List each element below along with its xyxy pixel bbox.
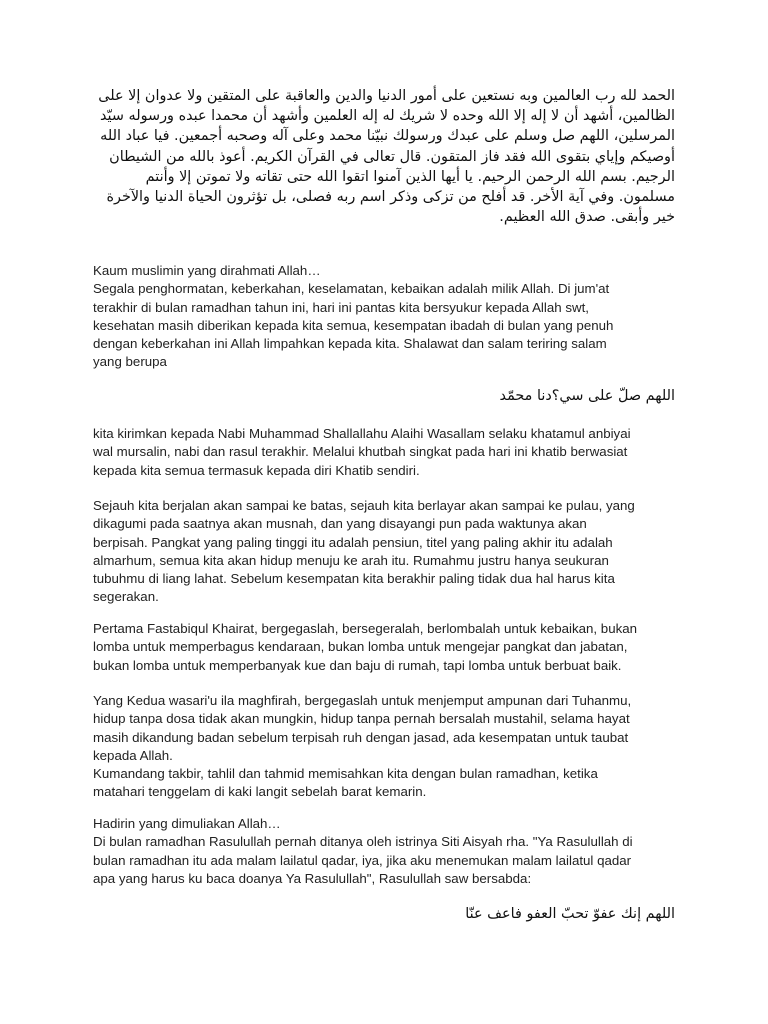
paragraph-fastabiqul-khairat: Pertama Fastabiqul Khairat, bergegaslah, bersegeralah, berlombalah untuk kebaikan, bukan lomba untuk memperbagus kendaraan, bukan lomba untuk mengejar pangkat dan jabatan, bukan lomba untuk memperbanyak kue dan baju di rumah, tapi lomba untuk berbuat baik. (93, 621, 638, 673)
paragraph-greeting: Kaum muslimin yang dirahmati Allah… Segala penghormatan, keberkahan, keselamatan, kebaikan adalah milik Allah. Di jum'at terakhir di bulan ramadhan tahun ini, hari ini pantas kita bersyukur kepada Allah swt, kesehatan masih diberikan kepada kita semua, kesempatan ibadah di bulan yang penuh dengan keberkahan ini Allah limpahkan kepada kita. Shalawat dan salam teriring salam yang berupa (93, 263, 614, 370)
arabic-shalawat: اللهم صلّ على سي؟دنا محمّد (499, 388, 675, 404)
arabic-doa: اللهم إنك عفوّ تحبّ العفو فاعف عنّا (465, 906, 675, 922)
paragraph-shalawat-continuation: kita kirimkan kepada Nabi Muhammad Shallallahu Alaihi Wasallam selaku khatamul anbiyai wal mursalin, nabi dan rasul terakhir. Melalui khutbah singkat pada hari ini khatib berwasiat kepada kita semua termasuk kepada diri Khatib sendiri. (93, 426, 631, 478)
arabic-opening-prayer: الحمد لله رب العالمين وبه نستعين على أمور الدنيا والدين والعاقبة على المتقين ولا عدوان إلا على الظالمين، أشهد أن لا إله إلا الله وحده لا شريك له إله العلمين وأشهد أن محمدا عبده ورسوله سيّد المرسلين، اللهم صل وسلم على عبدك ورسولك نبيّنا محمد وعلى آله وصحبه أجمعين. فيا عباد الله أوصيكم وإياي بتقوى الله فقد فاز المتقون. قال تعالى في القرآن الكريم. أعوذ بالله من الشيطان الرجيم. بسم الله الرحمن الرحيم. يا أيها الذين آمنوا اتقوا الله حتى تقاته ولا تموتن إلا وأنتم مسلمون. وفي آية الأخر. قد أفلح من تزكى وذكر اسم ربه فصلى، بل تؤثرون الحياة الدنيا والآخرة خير وأبقى. صدق الله العظيم. (98, 88, 675, 226)
paragraph-reminder: Sejauh kita berjalan akan sampai ke batas, sejauh kita berlayar akan sampai ke pulau, yang dikagumi pada saatnya akan musnah, dan yang disayangi pun pada waktunya akan berpisah. Pangkat yang paling tinggi itu adalah pensiun, titel yang paling akhir itu adalah almarhum, semua kita akan hidup menuju ke arah itu. Rumahmu justru hanya seukuran tubuhmu di liang lahat. Sebelum kesempatan kita berakhir paling tidak dua hal harus kita segerakan. (93, 498, 635, 605)
paragraph-maghfirah: Yang Kedua wasari'u ila maghfirah, bergegaslah untuk menjemput ampunan dari Tuhanmu, hidup tanpa dosa tidak akan mungkin, hidup tanpa pernah bersalah mustahil, selama hayat masih dikandung badan sebelum terpisah ruh dengan jasad, ada kesempatan untuk taubat kepada Allah. Kumandang takbir, tahlil dan tahmid memisahkan kita dengan bulan ramadhan, ketika matahari tenggelam di kaki langit sebelah barat kemarin. (93, 693, 632, 800)
paragraph-lailatul-qadar: Hadirin yang dimuliakan Allah… Di bulan ramadhan Rasulullah pernah ditanya oleh istrinya Siti Aisyah rha. "Ya Rasulullah di bulan ramadhan itu ada malam lailatul qadar, iya, jika aku menemukan malam lailatul qadar apa yang harus ku baca doanya Ya Rasulullah", Rasulullah saw bersabda: (93, 816, 633, 886)
